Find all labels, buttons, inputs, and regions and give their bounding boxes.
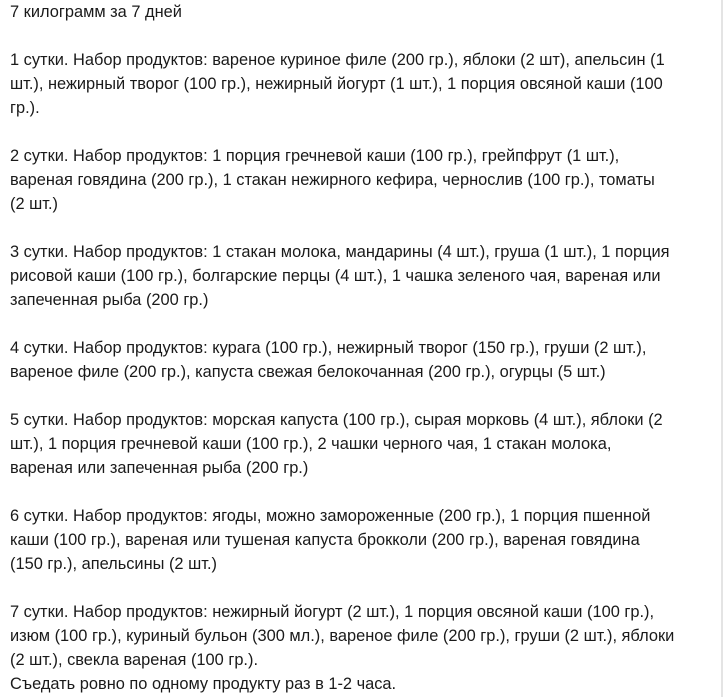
day-paragraph-2 — [10, 144, 708, 216]
day-7-line-3: (2 шт.), свекла вареная (100 гр.). — [10, 651, 258, 669]
day-paragraph-4 — [10, 336, 708, 384]
day-6-line-3: (150 гр.), апельсины (2 шт.) — [10, 555, 217, 573]
paragraph-spacer — [10, 120, 708, 144]
day-paragraph-6 — [10, 504, 708, 576]
day-4-line-1: 4 сутки. Набор продуктов: курага (100 гр.), нежирный творог (150 гр.), груши (2 шт.), — [10, 339, 647, 357]
paragraph-spacer — [10, 576, 708, 600]
paragraph-spacer — [10, 24, 708, 48]
day-3-line-1: 3 сутки. Набор продуктов: 1 стакан молока, мандарины (4 шт.), груша (1 шт.), 1 порция — [10, 243, 670, 261]
paragraph-spacer — [10, 480, 708, 504]
day-5-line-1: 5 сутки. Набор продуктов: морская капуста (100 гр.), сырая морковь (4 шт.), яблоки (2 — [10, 411, 663, 429]
day-6-line-1: 6 сутки. Набор продуктов: ягоды, можно замороженные (200 гр.), 1 порция пшенной — [10, 507, 651, 525]
day-7-line-2: изюм (100 гр.), куриный бульон (300 мл.), вареное филе (200 гр.), груши (2 шт.), яблоки — [10, 627, 675, 645]
day-paragraph-5 — [10, 408, 708, 480]
day-2-line-3: (2 шт.) — [10, 195, 58, 213]
day-7-line-1: 7 сутки. Набор продуктов: нежирный йогурт (2 шт.), 1 порция овсяной каши (100 гр.), — [10, 603, 655, 621]
day-paragraph-3 — [10, 240, 708, 312]
day-3-line-3: запеченная рыба (200 гр.) — [10, 291, 209, 309]
day-3-line-2: рисовой каши (100 гр.), болгарские перцы (4 шт.), 1 чашка зеленого чая, вареная или — [10, 267, 661, 285]
day-5-line-3: вареная или запеченная рыба (200 гр.) — [10, 459, 309, 477]
paragraph-spacer — [10, 384, 708, 408]
day-2-line-1: 2 сутки. Набор продуктов: 1 порция гречневой каши (100 гр.), грейпфрут (1 шт.), — [10, 147, 620, 165]
day-2-line-2: вареная говядина (200 гр.), 1 стакан нежирного кефира, чернослив (100 гр.), томаты — [10, 171, 655, 189]
day-5-line-2: шт.), 1 порция гречневой каши (100 гр.), 2 чашки черного чая, 1 стакан молока, — [10, 435, 612, 453]
document-title: 7 килограмм за 7 дней — [10, 3, 182, 21]
day-paragraph-7 — [10, 600, 708, 672]
day-paragraph-1 — [10, 48, 708, 120]
paragraph-spacer — [10, 312, 708, 336]
footer-note: Съедать ровно по одному продукту раз в 1-2 часа. — [10, 675, 397, 693]
day-6-line-2: каши (100 гр.), вареная или тушеная капуста брокколи (200 гр.), вареная говядина — [10, 531, 640, 549]
day-4-line-2: вареное филе (200 гр.), капуста свежая белокочанная (200 гр.), огурцы (5 шт.) — [10, 363, 606, 381]
day-1-line-3: гр.). — [10, 99, 40, 117]
day-1-line-1: 1 сутки. Набор продуктов: вареное куриное филе (200 гр.), яблоки (2 шт), апельсин (1 — [10, 51, 665, 69]
day-1-line-2: шт.), нежирный творог (100 гр.), нежирный йогурт (1 шт.), 1 порция овсяной каши (100 — [10, 75, 663, 93]
document-text — [10, 0, 708, 696]
paragraph-spacer — [10, 216, 708, 240]
